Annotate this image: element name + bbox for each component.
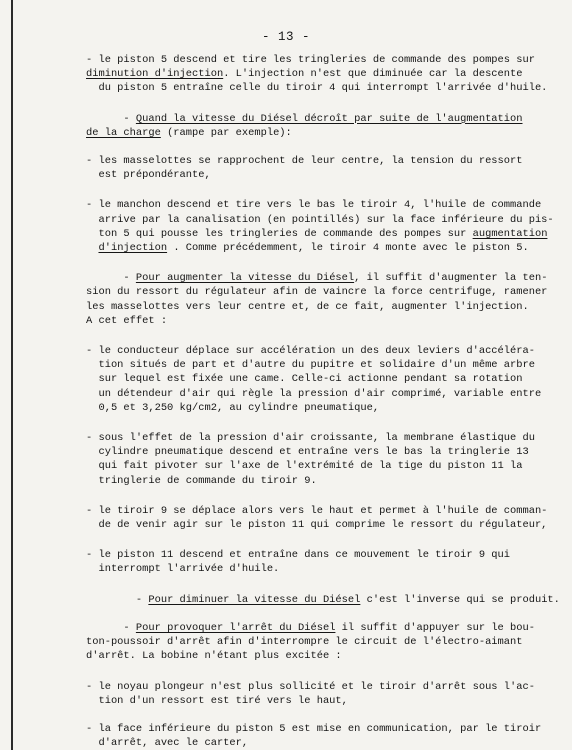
text-line: [86, 459, 532, 473]
text-line: [86, 300, 532, 314]
underlined-text: augmentation: [472, 227, 548, 240]
text-line: [86, 562, 532, 576]
paragraph: [86, 504, 548, 532]
text-run: de de venir agir sur le piston 11 qui comprime le ressort du régulateur,: [86, 519, 548, 532]
text-line: [86, 694, 532, 708]
text-run: - le conducteur déplace sur accélération un des deux leviers d'accéléra-: [86, 345, 535, 358]
text-run: tion situés de part et d'autre du pupitre et solidaire d'un même arbre: [86, 359, 535, 372]
text-line: [86, 67, 532, 81]
paragraph: [86, 722, 542, 750]
paragraph-gap: [86, 182, 532, 198]
text-line: [86, 649, 532, 663]
paragraph: [86, 344, 542, 415]
text-line: [86, 474, 532, 488]
text-run: sur lequel est fixée une came. Celle-ci actionne pendant sa rotation: [86, 373, 523, 386]
text-run: - le manchon descend et tire vers le bas le tiroir 4, l'huile de commande: [86, 199, 542, 212]
paragraph-gap: [86, 255, 532, 271]
text-run: - le piston 5 descend et tire les tringleries de commande des pompes sur: [86, 54, 535, 66]
paragraph: [86, 593, 560, 607]
text-line: [86, 168, 532, 182]
text-run: - les masselottes se rapprochent de leur centre, la tension du ressort: [86, 155, 523, 168]
text-run: - le noyau plongeur n'est plus sollicité et le tiroir d'arrêt sous l'ac-: [86, 680, 535, 693]
underlined-text: diminution d'injection: [86, 68, 224, 81]
paragraph-gap: [86, 607, 532, 621]
text-run: - la face inférieure du piston 5 est mise en communication, par le tiroir: [86, 722, 542, 735]
paragraph-gap: [86, 488, 532, 504]
text-run: - sous l'effet de la pression d'air croissante, la membrane élastique du: [86, 432, 535, 445]
text-line: [86, 680, 535, 694]
text-run: d'arrêt, avec le carter,: [86, 737, 249, 750]
text-line: [86, 593, 560, 607]
paragraph: [86, 154, 532, 182]
text-run: . L'injection n'est que diminuée car la descente: [223, 68, 523, 81]
underlined-text: Pour provoquer l'arrêt du Diésel: [135, 621, 336, 634]
text-line: [86, 445, 532, 459]
text-run: tion d'un ressort est tiré vers le haut,: [86, 694, 348, 707]
text-run: , il suffit d'augmenter la ten-: [354, 272, 548, 285]
text-line: [86, 285, 548, 299]
text-line: [86, 198, 542, 212]
text-run: [86, 242, 98, 254]
paragraph: [86, 431, 535, 488]
text-line: [86, 53, 535, 67]
text-run: -: [86, 621, 136, 634]
paragraph-gap: [86, 577, 532, 593]
paragraph-gap: [86, 140, 532, 154]
text-run: un détendeur d'air qui règle la pression d'air comprimé, variable entre: [86, 387, 542, 400]
text-run: cylindre pneumatique descend et entraîne vers le bas la tringlerie 13: [86, 446, 529, 459]
text-run: d'arrêt. La bobine n'étant plus excitée :: [86, 650, 342, 663]
text-line: [86, 736, 532, 750]
text-line: [86, 126, 532, 140]
text-line: [86, 213, 554, 227]
paragraph: [86, 548, 532, 576]
paragraph-gap: [86, 532, 532, 548]
text-line: [86, 548, 532, 562]
text-run: - le piston 11 descend et entraîne dans ce mouvement le tiroir 9 qui: [86, 549, 511, 562]
text-run: est prépondérante,: [86, 169, 211, 182]
text-run: arrive par la canalisation (en pointillés) sur la face inférieure du pis-: [86, 213, 554, 226]
text-run: interrompt l'arrivée d'huile.: [86, 563, 280, 576]
text-line: [86, 387, 542, 401]
text-run: -: [86, 272, 136, 285]
paragraph: [86, 53, 548, 96]
text-run: -: [86, 112, 136, 125]
underlined-text: de la charge: [86, 126, 161, 139]
text-line: [86, 431, 535, 445]
underlined-text: Quand la vitesse du Diésel décroît par suite de l'augmentation: [135, 112, 523, 125]
text-run: c'est l'inverse qui se produit.: [360, 593, 560, 606]
text-line: [86, 241, 532, 255]
text-run: sion du ressort du régulateur afin de vaincre la force centrifuge, ramener: [86, 286, 548, 299]
text-line: [86, 271, 548, 285]
paragraph-gap: [86, 328, 532, 344]
text-run: qui fait pivoter sur l'axe de l'extrémité de la tige du piston 11 la: [86, 460, 523, 473]
text-line: [86, 518, 548, 532]
body-text: [86, 53, 560, 750]
page-number: - 13 -: [261, 30, 310, 44]
text-line: [86, 227, 548, 241]
paragraph: [86, 621, 535, 664]
text-line: [86, 504, 548, 518]
text-line: [86, 635, 532, 649]
paragraph-gap: [86, 664, 532, 680]
page-left-edge: [11, 0, 13, 750]
paragraph: [86, 198, 554, 255]
text-line: [86, 372, 532, 386]
paragraph: [86, 680, 535, 708]
text-run: ton 5 qui pousse les tringleries de commande des pompes sur: [86, 227, 473, 240]
underlined-text: Pour diminuer la vitesse du Diésel: [148, 593, 361, 606]
text-line: [86, 621, 535, 635]
text-run: 0,5 et 3,250 kg/cm2, au cylindre pneumatique,: [86, 401, 380, 414]
text-line: [86, 112, 532, 126]
text-line: [86, 81, 548, 95]
paragraph: [86, 271, 548, 328]
text-run: - le tiroir 9 se déplace alors vers le haut et permet à l'huile de comman-: [86, 504, 548, 517]
text-line: [86, 344, 535, 358]
underlined-text: d'injection: [98, 242, 168, 255]
underlined-text: Pour augmenter la vitesse du Diésel: [135, 272, 355, 285]
text-line: [86, 154, 532, 168]
text-run: . Comme précédemment, le tiroir 4 monte avec le piston 5.: [167, 242, 529, 255]
text-line: [86, 401, 532, 415]
text-run: (rampe par exemple):: [160, 126, 292, 139]
paragraph-gap: [86, 708, 532, 722]
text-line: [86, 358, 535, 372]
text-run: ton-poussoir d'arrêt afin d'interrompre le circuit de l'électro-aimant: [86, 636, 523, 649]
paragraph-gap: [86, 415, 532, 431]
text-line: [86, 314, 532, 328]
text-run: du piston 5 entraîne celle du tiroir 4 qui interrompt l'arrivée d'huile.: [86, 82, 548, 95]
text-run: tringlerie de commande du tiroir 9.: [86, 474, 317, 487]
text-run: A cet effet :: [86, 314, 168, 327]
text-run: -: [86, 593, 149, 606]
text-run: il suffit d'appuyer sur le bou-: [335, 621, 535, 634]
text-run: les masselottes vers leur centre et, de ce fait, augmenter l'injection.: [86, 300, 529, 313]
paragraph: [86, 112, 532, 140]
paragraph-gap: [86, 96, 532, 112]
text-line: [86, 722, 542, 736]
